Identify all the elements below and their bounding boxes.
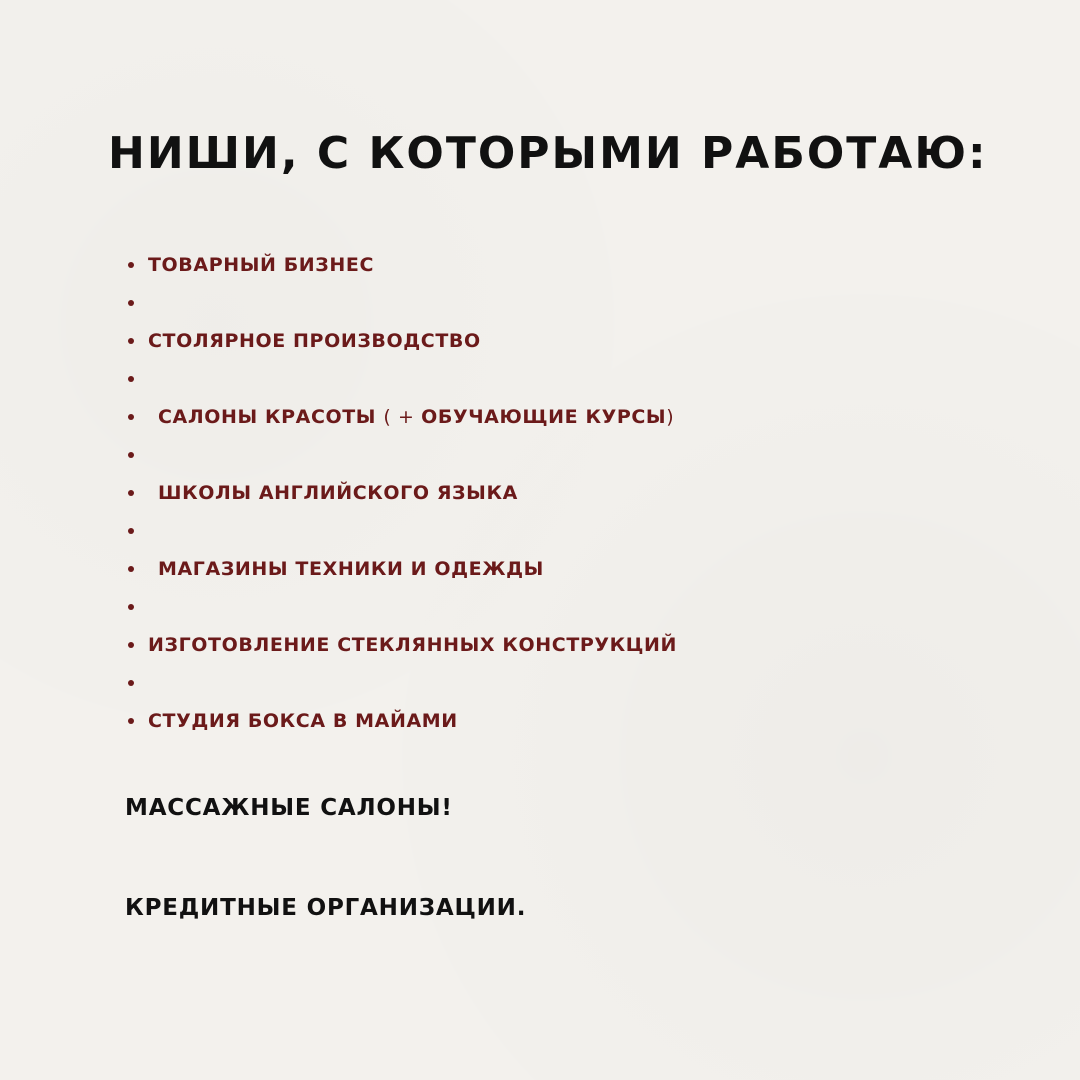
bullet-icon	[128, 414, 134, 420]
extra-niche-credit: КРЕДИТНЫЕ ОРГАНИЗАЦИИ.	[125, 895, 527, 921]
bullet-icon	[128, 452, 134, 458]
list-item	[128, 322, 677, 360]
list-item	[128, 626, 677, 664]
niche-label: СТОЛЯРНОЕ ПРОИЗВОДСТВО	[148, 330, 481, 352]
list-spacer	[128, 512, 677, 550]
niche-label-main: САЛОНЫ КРАСОТЫ	[158, 406, 377, 428]
list-spacer	[128, 664, 677, 702]
bullet-icon	[128, 566, 134, 572]
list-spacer	[128, 284, 677, 322]
bullet-icon	[128, 490, 134, 496]
niche-list	[128, 246, 677, 740]
list-spacer	[128, 436, 677, 474]
list-spacer	[128, 588, 677, 626]
list-item	[128, 702, 677, 740]
bullet-icon	[128, 680, 134, 686]
niche-label-paren-open: ( +	[383, 406, 422, 428]
bullet-icon	[128, 262, 134, 268]
list-item	[128, 474, 677, 512]
list-spacer	[128, 360, 677, 398]
niche-label: СТУДИЯ БОКСА В МАЙАМИ	[148, 710, 458, 732]
niche-label: ТОВАРНЫЙ БИЗНЕС	[148, 254, 375, 276]
bullet-icon	[128, 338, 134, 344]
list-item	[128, 550, 677, 588]
bullet-icon	[128, 718, 134, 724]
bullet-icon	[128, 604, 134, 610]
bullet-icon	[128, 642, 134, 648]
niche-label	[158, 406, 674, 428]
niche-label: ИЗГОТОВЛЕНИЕ СТЕКЛЯННЫХ КОНСТРУКЦИЙ	[148, 634, 678, 656]
niche-label: МАГАЗИНЫ ТЕХНИКИ И ОДЕЖДЫ	[158, 558, 544, 580]
bullet-icon	[128, 300, 134, 306]
niche-label-paren-close: )	[666, 406, 675, 428]
extra-niche-massage: МАССАЖНЫЕ САЛОНЫ!	[125, 795, 453, 821]
list-item	[128, 246, 677, 284]
niche-label: ШКОЛЫ АНГЛИЙСКОГО ЯЗЫКА	[158, 482, 518, 504]
bullet-icon	[128, 528, 134, 534]
page-title: НИШИ, С КОТОРЫМИ РАБОТАЮ:	[108, 128, 988, 179]
bullet-icon	[128, 376, 134, 382]
niche-label-sub: ОБУЧАЮЩИЕ КУРСЫ	[421, 406, 667, 428]
list-item	[128, 398, 677, 436]
